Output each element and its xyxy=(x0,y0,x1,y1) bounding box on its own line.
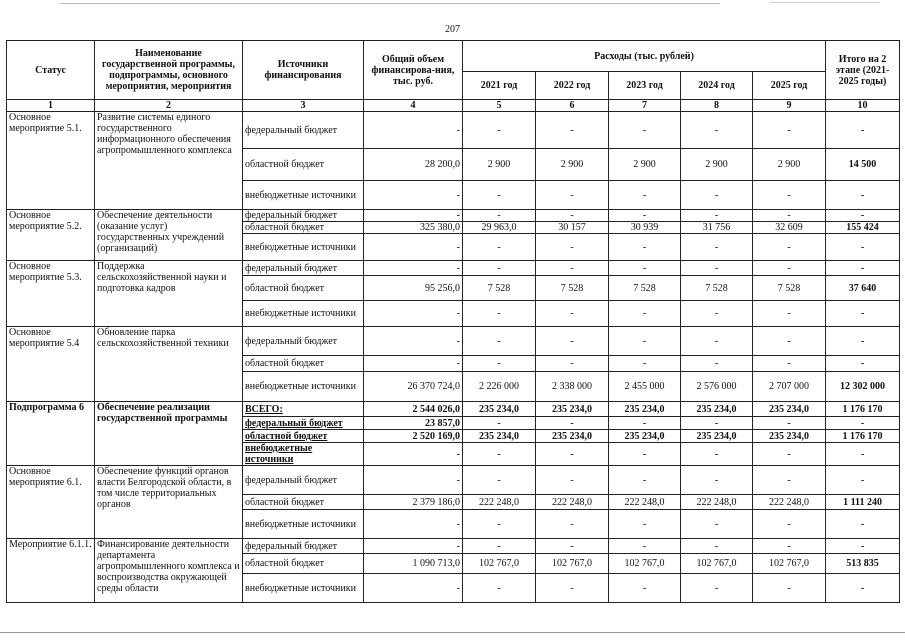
total-cell: 28 200,0 xyxy=(364,149,463,181)
year-cell: 235 234,0 xyxy=(463,430,536,443)
sum-cell: - xyxy=(826,210,900,222)
year-cell: 235 234,0 xyxy=(536,402,609,417)
status-cell: Основное мероприятие 5.2. xyxy=(7,210,95,261)
column-index: 8 xyxy=(681,100,753,112)
name-cell: Обеспечение реализации государственной программы xyxy=(95,402,243,466)
year-cell: - xyxy=(609,539,681,554)
year-cell: 235 234,0 xyxy=(753,402,826,417)
year-cell: - xyxy=(681,210,753,222)
year-cell: - xyxy=(609,210,681,222)
year-cell: - xyxy=(681,539,753,554)
column-index: 6 xyxy=(536,100,609,112)
year-cell: 2 900 xyxy=(681,149,753,181)
source-cell: федеральный бюджет xyxy=(243,539,364,554)
header-year: 2022 год xyxy=(536,72,609,100)
sum-cell: 155 424 xyxy=(826,222,900,234)
status-cell: Основное мероприятие 6.1. xyxy=(7,466,95,539)
year-cell: - xyxy=(609,234,681,261)
total-cell: - xyxy=(364,510,463,539)
column-index: 7 xyxy=(609,100,681,112)
year-cell: 102 767,0 xyxy=(753,554,826,574)
year-cell: 31 756 xyxy=(681,222,753,234)
total-cell: 23 857,0 xyxy=(364,417,463,430)
year-cell: - xyxy=(753,234,826,261)
year-cell: - xyxy=(609,301,681,327)
year-cell: - xyxy=(681,327,753,356)
year-cell: - xyxy=(753,466,826,495)
year-cell: 2 576 000 xyxy=(681,372,753,402)
year-cell: - xyxy=(536,112,609,149)
year-cell: - xyxy=(753,301,826,327)
header-total-volume: Общий объем финансирова-ния, тыс. руб. xyxy=(364,41,463,100)
source-cell: внебюджетные источники xyxy=(243,510,364,539)
year-cell: - xyxy=(463,210,536,222)
year-cell: - xyxy=(536,539,609,554)
name-cell: Обеспечение функций органов власти Белгородской области, в том числе территориальных органов xyxy=(95,466,243,539)
year-cell: - xyxy=(536,510,609,539)
year-cell: - xyxy=(753,181,826,210)
year-cell: - xyxy=(609,356,681,372)
year-cell: 235 234,0 xyxy=(463,402,536,417)
year-cell: 7 528 xyxy=(536,276,609,301)
year-cell: - xyxy=(463,466,536,495)
year-cell: - xyxy=(609,112,681,149)
status-cell: Основное мероприятие 5.4 xyxy=(7,327,95,402)
year-cell: 2 900 xyxy=(609,149,681,181)
top-rule xyxy=(60,3,720,4)
year-cell: - xyxy=(536,356,609,372)
year-cell: - xyxy=(753,356,826,372)
year-cell: - xyxy=(753,417,826,430)
header-year: 2025 год xyxy=(753,72,826,100)
year-cell: - xyxy=(536,261,609,276)
year-cell: - xyxy=(681,417,753,430)
header-expenses: Расходы (тыс. рублей) xyxy=(463,41,826,72)
sum-cell: - xyxy=(826,417,900,430)
year-cell: - xyxy=(753,261,826,276)
year-cell: 2 900 xyxy=(463,149,536,181)
source-cell: областной бюджет xyxy=(243,430,364,443)
year-cell: 222 248,0 xyxy=(463,495,536,510)
source-cell: федеральный бюджет xyxy=(243,417,364,430)
year-cell: 222 248,0 xyxy=(609,495,681,510)
total-cell: 2 544 026,0 xyxy=(364,402,463,417)
total-cell: 95 256,0 xyxy=(364,276,463,301)
year-cell: - xyxy=(609,417,681,430)
sum-cell: - xyxy=(826,574,900,603)
year-cell: - xyxy=(753,112,826,149)
year-cell: - xyxy=(463,112,536,149)
year-cell: 29 963,0 xyxy=(463,222,536,234)
name-cell: Обеспечение деятельности (оказание услуг) государственных учреждений (организаций) xyxy=(95,210,243,261)
year-cell: 102 767,0 xyxy=(536,554,609,574)
source-cell: областной бюджет xyxy=(243,276,364,301)
year-cell: 222 248,0 xyxy=(753,495,826,510)
year-cell: 7 528 xyxy=(609,276,681,301)
table-row xyxy=(7,261,900,276)
year-cell: - xyxy=(463,510,536,539)
total-cell: 26 370 724,0 xyxy=(364,372,463,402)
sum-cell: - xyxy=(826,356,900,372)
total-cell: - xyxy=(364,261,463,276)
source-cell: федеральный бюджет xyxy=(243,210,364,222)
year-cell: - xyxy=(463,234,536,261)
financing-table xyxy=(6,40,900,603)
sum-cell: - xyxy=(826,234,900,261)
sum-cell: - xyxy=(826,181,900,210)
sum-cell: - xyxy=(826,466,900,495)
header-year: 2023 год xyxy=(609,72,681,100)
column-index: 1 xyxy=(7,100,95,112)
table-row xyxy=(7,466,900,495)
source-cell: федеральный бюджет xyxy=(243,261,364,276)
year-cell: - xyxy=(753,539,826,554)
year-cell: - xyxy=(681,261,753,276)
total-cell: - xyxy=(364,539,463,554)
sum-cell: - xyxy=(826,510,900,539)
sum-cell: 37 640 xyxy=(826,276,900,301)
total-cell: 2 379 186,0 xyxy=(364,495,463,510)
total-cell: - xyxy=(364,234,463,261)
table-row xyxy=(7,539,900,554)
year-cell: - xyxy=(753,210,826,222)
header-status: Статус xyxy=(7,41,95,100)
header-year: 2021 год xyxy=(463,72,536,100)
total-cell: - xyxy=(364,181,463,210)
source-cell: внебюджетные источники xyxy=(243,181,364,210)
top-rule-right xyxy=(770,2,880,3)
year-cell: - xyxy=(463,574,536,603)
year-cell: - xyxy=(681,510,753,539)
sum-cell: 1 176 170 xyxy=(826,402,900,417)
sum-cell: 14 500 xyxy=(826,149,900,181)
status-cell: Основное мероприятие 5.1. xyxy=(7,112,95,210)
total-cell: 1 090 713,0 xyxy=(364,554,463,574)
year-cell: - xyxy=(463,301,536,327)
year-cell: - xyxy=(681,181,753,210)
sum-cell: - xyxy=(826,301,900,327)
year-cell: - xyxy=(681,356,753,372)
name-cell: Финансирование деятельности департамента агропромышленного комплекса и воспроизводства окружающей среды области xyxy=(95,539,243,603)
year-cell: 102 767,0 xyxy=(681,554,753,574)
source-cell: федеральный бюджет xyxy=(243,112,364,149)
year-cell: - xyxy=(536,574,609,603)
sum-cell: 513 835 xyxy=(826,554,900,574)
column-index: 4 xyxy=(364,100,463,112)
year-cell: - xyxy=(609,466,681,495)
year-cell: 32 609 xyxy=(753,222,826,234)
year-cell: - xyxy=(681,301,753,327)
year-cell: - xyxy=(609,181,681,210)
year-cell: 235 234,0 xyxy=(681,402,753,417)
sum-cell: - xyxy=(826,327,900,356)
total-cell: - xyxy=(364,327,463,356)
total-cell: - xyxy=(364,574,463,603)
total-cell: 2 520 169,0 xyxy=(364,430,463,443)
year-cell: - xyxy=(681,234,753,261)
status-cell: Подпрограмма 6 xyxy=(7,402,95,466)
year-cell: - xyxy=(536,443,609,466)
source-cell: внебюджетные источники xyxy=(243,372,364,402)
source-cell: внебюджетные источники xyxy=(243,443,364,466)
total-cell: - xyxy=(364,210,463,222)
year-cell: - xyxy=(609,574,681,603)
year-cell: - xyxy=(536,210,609,222)
year-cell: 7 528 xyxy=(463,276,536,301)
page-number: 207 xyxy=(445,24,460,35)
table-row xyxy=(7,210,900,222)
table-row xyxy=(7,327,900,356)
year-cell: 2 455 000 xyxy=(609,372,681,402)
sum-cell: 1 111 240 xyxy=(826,495,900,510)
year-cell: - xyxy=(609,261,681,276)
year-cell: 2 226 000 xyxy=(463,372,536,402)
source-cell: областной бюджет xyxy=(243,495,364,510)
source-cell: внебюджетные источники xyxy=(243,301,364,327)
header-total-stage: Итого на 2 этапе (2021-2025 годы) xyxy=(826,41,900,100)
year-cell: 7 528 xyxy=(681,276,753,301)
year-cell: - xyxy=(609,327,681,356)
sum-cell: - xyxy=(826,261,900,276)
year-cell: 235 234,0 xyxy=(681,430,753,443)
year-cell: 2 707 000 xyxy=(753,372,826,402)
year-cell: - xyxy=(536,301,609,327)
year-cell: - xyxy=(681,466,753,495)
source-cell: внебюджетные источники xyxy=(243,234,364,261)
year-cell: - xyxy=(536,466,609,495)
year-cell: 30 157 xyxy=(536,222,609,234)
year-cell: 222 248,0 xyxy=(681,495,753,510)
bottom-rule xyxy=(0,632,905,633)
year-cell: - xyxy=(463,443,536,466)
source-cell: областной бюджет xyxy=(243,222,364,234)
source-cell: федеральный бюджет xyxy=(243,327,364,356)
year-cell: 235 234,0 xyxy=(536,430,609,443)
status-cell: Мероприятие 6.1.1. xyxy=(7,539,95,603)
column-index: 2 xyxy=(95,100,243,112)
year-cell: - xyxy=(609,510,681,539)
header-sources: Источники финансирования xyxy=(243,41,364,100)
year-cell: - xyxy=(463,261,536,276)
sum-cell: 1 176 170 xyxy=(826,430,900,443)
source-cell: ВСЕГО: xyxy=(243,402,364,417)
name-cell: Развитие системы единого государственного информационного обеспечения агропромышленного комплекса xyxy=(95,112,243,210)
table-row xyxy=(7,112,900,149)
year-cell: - xyxy=(463,356,536,372)
year-cell: 102 767,0 xyxy=(463,554,536,574)
total-cell: - xyxy=(364,112,463,149)
source-cell: областной бюджет xyxy=(243,356,364,372)
sum-cell: - xyxy=(826,443,900,466)
year-cell: 222 248,0 xyxy=(536,495,609,510)
year-cell: - xyxy=(753,443,826,466)
sum-cell: - xyxy=(826,539,900,554)
column-index: 3 xyxy=(243,100,364,112)
source-cell: федеральный бюджет xyxy=(243,466,364,495)
year-cell: 235 234,0 xyxy=(753,430,826,443)
year-cell: - xyxy=(609,443,681,466)
year-cell: - xyxy=(681,443,753,466)
sum-cell: 12 302 000 xyxy=(826,372,900,402)
year-cell: 2 900 xyxy=(536,149,609,181)
name-cell: Обновление парка сельскохозяйственной техники xyxy=(95,327,243,402)
year-cell: 30 939 xyxy=(609,222,681,234)
table-row xyxy=(7,402,900,417)
year-cell: - xyxy=(463,181,536,210)
column-index: 5 xyxy=(463,100,536,112)
total-cell: 325 380,0 xyxy=(364,222,463,234)
source-cell: областной бюджет xyxy=(243,149,364,181)
year-cell: - xyxy=(753,574,826,603)
year-cell: 102 767,0 xyxy=(609,554,681,574)
year-cell: 2 900 xyxy=(753,149,826,181)
header-year: 2024 год xyxy=(681,72,753,100)
year-cell: - xyxy=(536,327,609,356)
name-cell: Поддержка сельскохозяйственной науки и подготовка кадров xyxy=(95,261,243,327)
year-cell: 7 528 xyxy=(753,276,826,301)
total-cell: - xyxy=(364,356,463,372)
year-cell: - xyxy=(681,112,753,149)
status-cell: Основное мероприятие 5.3. xyxy=(7,261,95,327)
year-cell: 235 234,0 xyxy=(609,430,681,443)
year-cell: 235 234,0 xyxy=(609,402,681,417)
year-cell: - xyxy=(753,327,826,356)
sum-cell: - xyxy=(826,112,900,149)
column-index-row xyxy=(7,100,900,112)
year-cell: - xyxy=(536,181,609,210)
total-cell: - xyxy=(364,443,463,466)
year-cell: - xyxy=(463,417,536,430)
total-cell: - xyxy=(364,466,463,495)
total-cell: - xyxy=(364,301,463,327)
year-cell: - xyxy=(536,417,609,430)
header-name: Наименование государственной программы, подпрограммы, основного мероприятия, мероприятия xyxy=(95,41,243,100)
year-cell: - xyxy=(681,574,753,603)
column-index: 10 xyxy=(826,100,900,112)
year-cell: - xyxy=(463,539,536,554)
source-cell: внебюджетные источники xyxy=(243,574,364,603)
year-cell: - xyxy=(463,327,536,356)
column-index: 9 xyxy=(753,100,826,112)
source-cell: областной бюджет xyxy=(243,554,364,574)
year-cell: 2 338 000 xyxy=(536,372,609,402)
year-cell: - xyxy=(536,234,609,261)
year-cell: - xyxy=(753,510,826,539)
